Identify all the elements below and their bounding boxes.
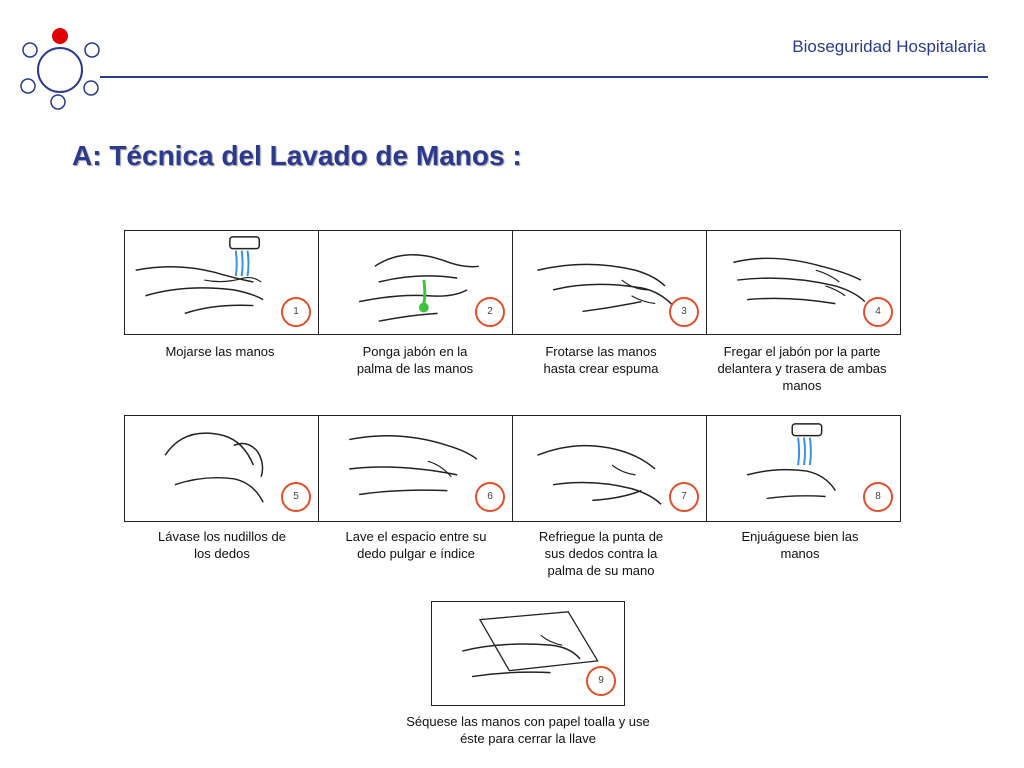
step-5-badge: 5	[281, 482, 311, 512]
step-8-badge: 8	[863, 482, 893, 512]
step-6-caption: Lave el espacio entre su dedo pulgar e índice	[345, 529, 487, 561]
step-9-badge: 9	[586, 666, 616, 696]
step-2-caption: Ponga jabón en la palma de las manos	[356, 344, 474, 376]
step-2-illustration	[318, 230, 513, 335]
step-4-badge: 4	[863, 297, 893, 327]
header-title: Bioseguridad Hospitalaria	[792, 37, 986, 56]
step-1-illustration	[124, 230, 319, 335]
step-7-badge: 7	[669, 482, 699, 512]
step-9-illustration	[431, 601, 625, 706]
step-8-caption: Enjuáguese bien las manos	[741, 529, 859, 561]
step-6-badge: 6	[475, 482, 505, 512]
step-7-illustration	[512, 415, 707, 522]
step-5-caption: Lávase los nudillos de los dedos	[158, 529, 286, 561]
header-divider	[100, 76, 988, 78]
step-3-caption: Frotarse las manos hasta crear espuma	[543, 344, 659, 376]
step-7-caption: Refriegue la punta de sus dedos contra la palma de su mano	[538, 529, 664, 578]
step-5-illustration	[124, 415, 319, 522]
slide-title: A: Técnica del Lavado de Manos :	[72, 140, 522, 171]
step-1-caption: Mojarse las manos	[165, 344, 275, 359]
step-3-illustration	[512, 230, 707, 335]
step-1-badge: 1	[281, 297, 311, 327]
step-4-illustration	[706, 230, 901, 335]
step-6-illustration	[318, 415, 513, 522]
step-2-badge: 2	[475, 297, 505, 327]
step-3-badge: 3	[669, 297, 699, 327]
step-8-illustration	[706, 415, 901, 522]
logo-icon	[14, 24, 108, 116]
step-4-caption: Fregar el jabón por la parte delantera y trasera de ambas manos	[717, 344, 887, 393]
step-9-caption: Séquese las manos con papel toalla y use éste para cerrar la llave	[406, 714, 650, 746]
